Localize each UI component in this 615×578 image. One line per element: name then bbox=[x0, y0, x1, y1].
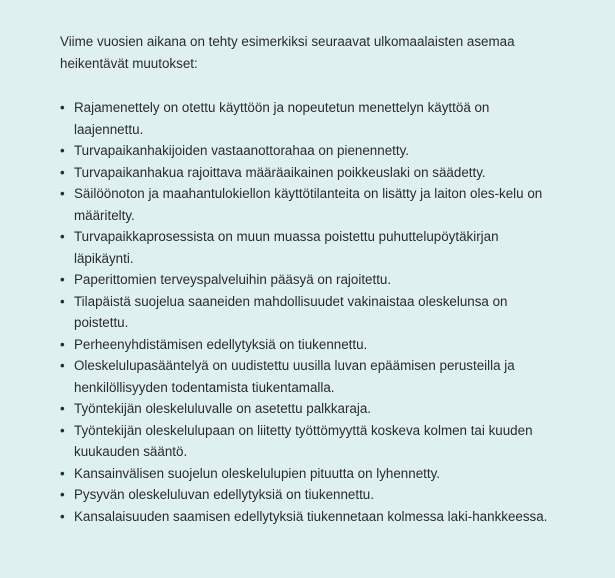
list-item-text: Kansainvälisen suojelun oleskelulupien pituutta on lyhennetty. bbox=[74, 465, 441, 481]
bullet-icon: • bbox=[60, 422, 65, 438]
list-item bbox=[60, 291, 555, 334]
list-item-text: Paperittomien terveyspalveluihin pääsyä on rajoitettu. bbox=[74, 272, 392, 287]
list-item bbox=[60, 183, 555, 226]
intro-paragraph: Viime vuosien aikana on tehty esimerkiksi seuraavat ulkomaalaisten asemaa heikentävät muutokset: bbox=[60, 34, 515, 71]
bullet-icon: • bbox=[60, 293, 65, 309]
bullet-icon: • bbox=[60, 186, 65, 201]
list-item-text: Turvapaikanhakijoiden vastaanottorahaa on pienennetty. bbox=[74, 143, 410, 158]
list-item-text: Tilapäistä suojelua saaneiden mahdollisuudet vakinaistaa oleskelunsa on poistettu. bbox=[74, 293, 508, 330]
bullet-icon: • bbox=[60, 465, 65, 481]
list-item bbox=[60, 506, 555, 528]
list-item bbox=[60, 269, 555, 291]
bullet-icon: • bbox=[60, 336, 65, 352]
list-item-text: Turvapaikkaprosessista on muun muassa poistettu puhuttelupöytäkirjan läpikäynti. bbox=[74, 229, 499, 266]
list-item bbox=[60, 355, 555, 398]
list-item-text: Työntekijän oleskeluluvalle on asetettu palkkaraja. bbox=[74, 401, 372, 416]
bullet-icon: • bbox=[60, 508, 65, 524]
bullet-icon: • bbox=[60, 143, 65, 158]
list-item bbox=[60, 162, 555, 184]
bullet-icon: • bbox=[60, 487, 65, 502]
list-item-text: Pysyvän oleskeluluvan edellytyksiä on tiukennettu. bbox=[74, 487, 374, 502]
list-item-text: Säilöönoton ja maahantulokiellon käyttötilanteita on lisätty ja laiton oles-kelu on määritelty. bbox=[74, 186, 543, 223]
list-item-text: Oleskelulupasääntelyä on uudistettu uusilla luvan epäämisen perusteilla ja henkilöllisyyden todentamista tiukentamalla. bbox=[74, 358, 515, 395]
changes-list bbox=[60, 97, 555, 527]
bullet-icon: • bbox=[60, 229, 65, 244]
list-item bbox=[60, 463, 555, 485]
list-item bbox=[60, 97, 555, 140]
list-item-text: Turvapaikanhakua rajoittava määräaikainen poikkeuslaki on säädetty. bbox=[74, 164, 486, 180]
list-item bbox=[60, 334, 555, 356]
list-item bbox=[60, 398, 555, 420]
bullet-icon: • bbox=[60, 164, 65, 180]
list-item bbox=[60, 420, 555, 463]
bullet-icon: • bbox=[60, 401, 65, 416]
list-item-text: Perheenyhdistämisen edellytyksiä on tiukennettu. bbox=[74, 336, 368, 352]
list-item-text: Kansalaisuuden saamisen edellytyksiä tiukennetaan kolmessa laki-hankkeessa. bbox=[74, 508, 548, 524]
list-item bbox=[60, 140, 555, 162]
bullet-icon: • bbox=[60, 100, 65, 115]
list-item bbox=[60, 226, 555, 269]
list-item-text: Rajamenettely on otettu käyttöön ja nopeutetun menettelyn käyttöä on laajennettu. bbox=[74, 100, 490, 137]
list-item bbox=[60, 484, 555, 506]
list-item-text: Työntekijän oleskelulupaan on liitetty työttömyyttä koskeva kolmen tai kuuden kuukauden sääntö. bbox=[74, 422, 533, 459]
bullet-icon: • bbox=[60, 358, 65, 373]
bullet-icon: • bbox=[60, 272, 65, 287]
